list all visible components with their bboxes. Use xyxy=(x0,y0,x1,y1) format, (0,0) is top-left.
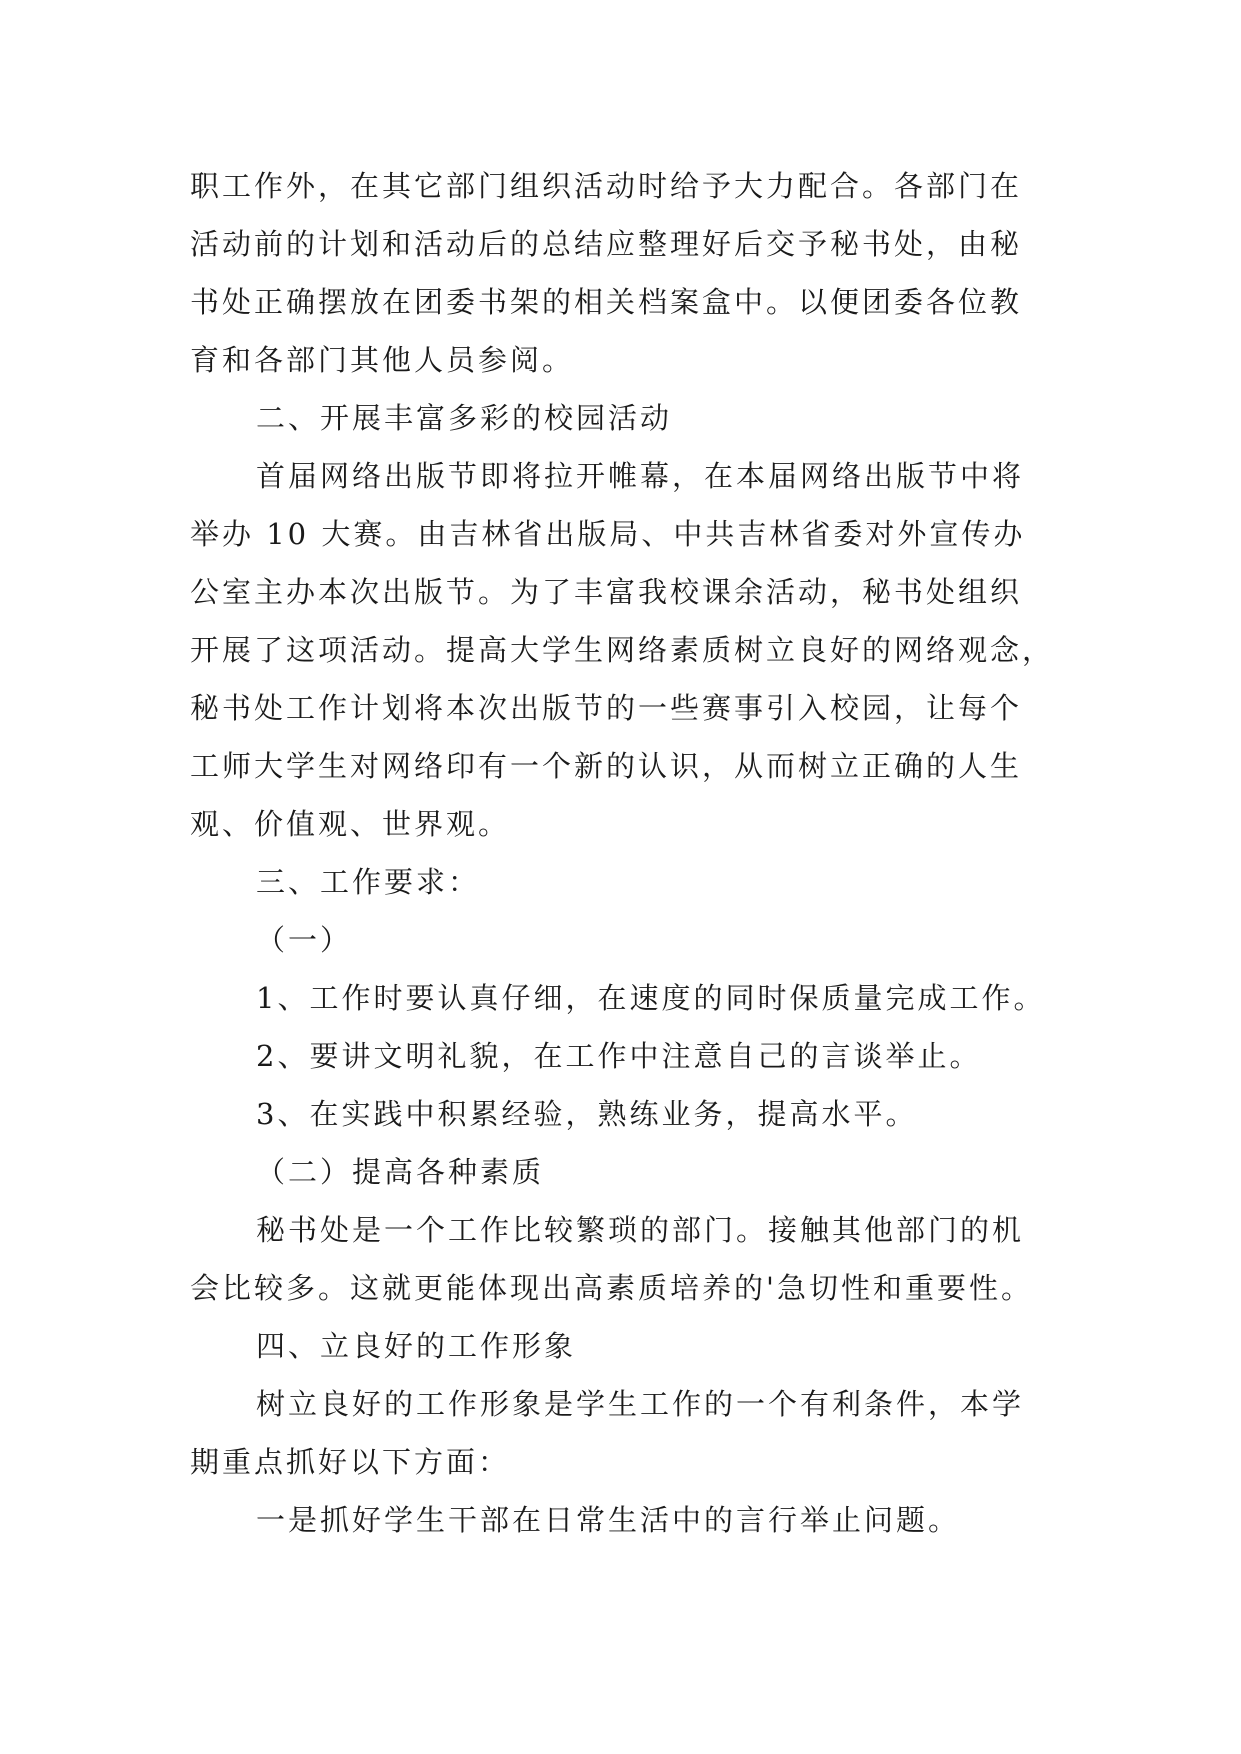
paragraph-line: 首届网络出版节即将拉开帷幕，在本届网络出版节中将 xyxy=(256,459,1025,493)
paragraph-line: 观、价值观、世界观。 xyxy=(190,807,511,841)
document-body xyxy=(190,157,1060,1549)
section-heading: 三、工作要求： xyxy=(256,865,481,899)
list-item: 1、工作时要认真仔细，在速度的同时保质量完成工作。 xyxy=(256,981,1046,1015)
paragraph-line: 育和各部门其他人员参阅。 xyxy=(190,343,575,377)
paragraph-line: 一是抓好学生干部在日常生活中的言行举止问题。 xyxy=(256,1503,961,1537)
list-item: 2、要讲文明礼貌，在工作中注意自己的言谈举止。 xyxy=(256,1039,982,1073)
paragraph-line: 开展了这项活动。提高大学生网络素质树立良好的网络观念， xyxy=(190,633,1055,667)
paragraph-line: 工师大学生对网络印有一个新的认识，从而树立正确的人生 xyxy=(190,749,1023,783)
paragraph-line: 职工作外，在其它部门组织活动时给予大力配合。各部门在 xyxy=(190,169,1023,203)
paragraph-line: 树立良好的工作形象是学生工作的一个有利条件，本学 xyxy=(256,1387,1025,1421)
subsection-heading: （一） xyxy=(256,923,353,957)
paragraph-line: 书处正确摆放在团委书架的相关档案盒中。以便团委各位教 xyxy=(190,285,1023,319)
section-heading: 四、立良好的工作形象 xyxy=(256,1329,577,1363)
paragraph-line: 期重点抓好以下方面： xyxy=(190,1445,511,1479)
paragraph-line: 举办 10 大赛。由吉林省出版局、中共吉林省委对外宣传办 xyxy=(190,517,1026,551)
paragraph-line: 活动前的计划和活动后的总结应整理好后交予秘书处，由秘 xyxy=(190,227,1023,261)
subsection-heading: （二）提高各种素质 xyxy=(256,1155,545,1189)
paragraph-line: 秘书处工作计划将本次出版节的一些赛事引入校园，让每个 xyxy=(190,691,1023,725)
list-item: 3、在实践中积累经验，熟练业务，提高水平。 xyxy=(256,1097,918,1131)
paragraph-line: 秘书处是一个工作比较繁琐的部门。接触其他部门的机 xyxy=(256,1213,1025,1247)
paragraph-line: 公室主办本次出版节。为了丰富我校课余活动，秘书处组织 xyxy=(190,575,1023,609)
section-heading: 二、开展丰富多彩的校园活动 xyxy=(256,401,673,435)
paragraph-line: 会比较多。这就更能体现出高素质培养的'急切性和重要性。 xyxy=(190,1271,1033,1305)
